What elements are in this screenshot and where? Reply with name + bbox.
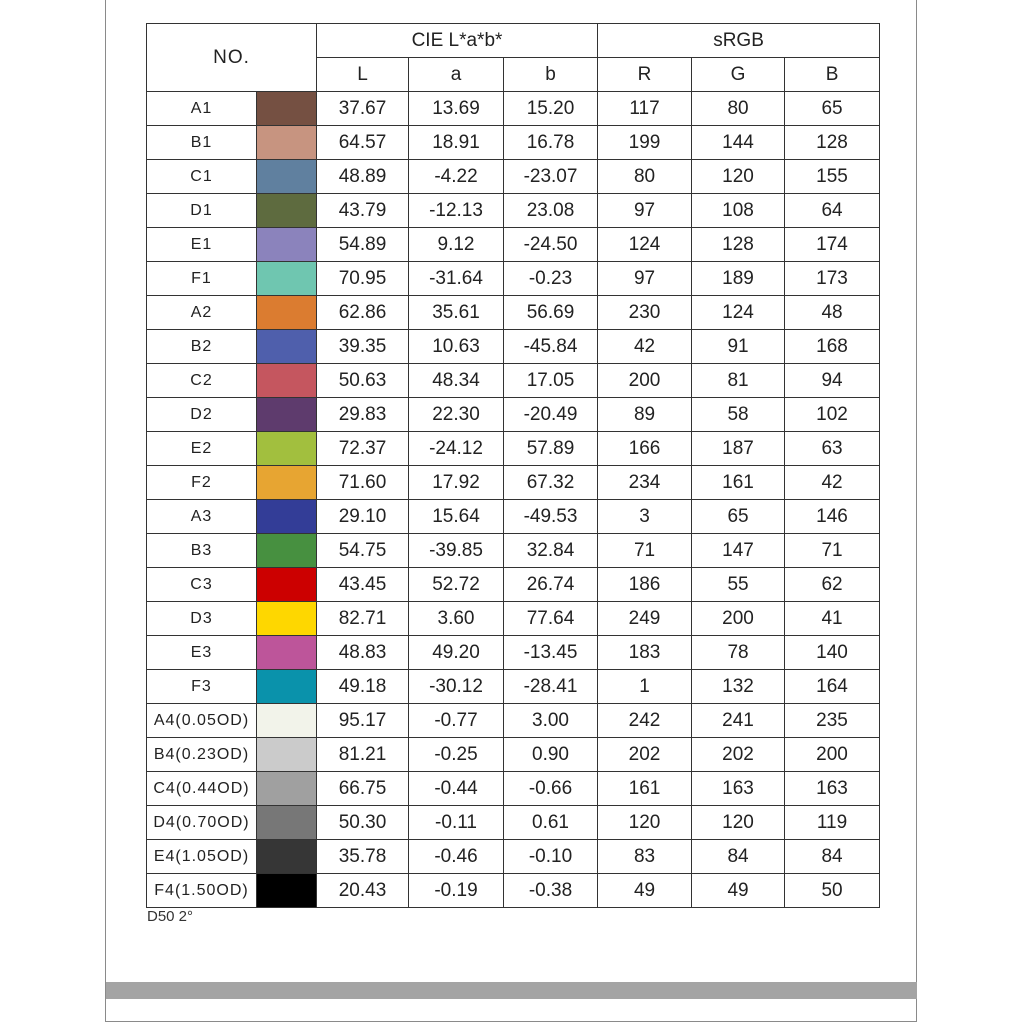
swatch-cell (257, 228, 317, 262)
value-a: -39.85 (409, 534, 504, 568)
color-swatch (257, 466, 316, 499)
value-a: 15.64 (409, 500, 504, 534)
value-b: 3.00 (504, 704, 598, 738)
value-l: 43.79 (317, 194, 409, 228)
sample-id: B3 (147, 534, 257, 568)
value-a: -0.46 (409, 840, 504, 874)
value-b-srgb: 63 (785, 432, 880, 466)
value-r: 120 (598, 806, 692, 840)
color-swatch (257, 160, 316, 193)
swatch-cell (257, 602, 317, 636)
value-r: 249 (598, 602, 692, 636)
swatch-cell (257, 704, 317, 738)
value-a: 49.20 (409, 636, 504, 670)
value-l: 71.60 (317, 466, 409, 500)
value-r: 42 (598, 330, 692, 364)
sample-id: F2 (147, 466, 257, 500)
swatch-cell (257, 738, 317, 772)
color-swatch (257, 330, 316, 363)
value-a: 3.60 (409, 602, 504, 636)
value-g: 144 (692, 126, 785, 160)
value-r: 200 (598, 364, 692, 398)
value-a: 10.63 (409, 330, 504, 364)
footer-gray-band (106, 982, 917, 999)
table-row (147, 432, 880, 466)
value-b: -49.53 (504, 500, 598, 534)
value-l: 43.45 (317, 568, 409, 602)
swatch-cell (257, 568, 317, 602)
cie-lab-header: CIE L*a*b* (317, 24, 598, 58)
swatch-cell (257, 194, 317, 228)
table-row (147, 874, 880, 908)
value-b-srgb: 200 (785, 738, 880, 772)
value-b: -20.49 (504, 398, 598, 432)
value-b: 16.78 (504, 126, 598, 160)
value-r: 186 (598, 568, 692, 602)
value-b-srgb: 174 (785, 228, 880, 262)
value-l: 48.89 (317, 160, 409, 194)
sample-id: B1 (147, 126, 257, 160)
swatch-cell (257, 296, 317, 330)
color-swatch (257, 92, 316, 125)
value-a: 13.69 (409, 92, 504, 126)
value-a: -31.64 (409, 262, 504, 296)
col-header-b: b (504, 58, 598, 92)
value-b-srgb: 128 (785, 126, 880, 160)
sample-id: F4(1.50OD) (147, 874, 257, 908)
swatch-cell (257, 670, 317, 704)
value-a: -30.12 (409, 670, 504, 704)
value-g: 120 (692, 806, 785, 840)
value-b-srgb: 48 (785, 296, 880, 330)
sample-id: E1 (147, 228, 257, 262)
table-row (147, 364, 880, 398)
swatch-cell (257, 330, 317, 364)
table-row (147, 228, 880, 262)
value-b: 67.32 (504, 466, 598, 500)
value-l: 35.78 (317, 840, 409, 874)
swatch-cell (257, 636, 317, 670)
value-b-srgb: 102 (785, 398, 880, 432)
table-row (147, 772, 880, 806)
value-a: -0.44 (409, 772, 504, 806)
value-b-srgb: 155 (785, 160, 880, 194)
value-b: -23.07 (504, 160, 598, 194)
value-a: -0.19 (409, 874, 504, 908)
value-r: 234 (598, 466, 692, 500)
value-r: 230 (598, 296, 692, 330)
value-g: 124 (692, 296, 785, 330)
color-swatch (257, 602, 316, 635)
swatch-cell (257, 806, 317, 840)
value-g: 128 (692, 228, 785, 262)
swatch-cell (257, 364, 317, 398)
table-row (147, 194, 880, 228)
color-swatch (257, 636, 316, 669)
value-r: 242 (598, 704, 692, 738)
value-a: -12.13 (409, 194, 504, 228)
sample-id: C1 (147, 160, 257, 194)
sample-id: D4(0.70OD) (147, 806, 257, 840)
value-l: 29.83 (317, 398, 409, 432)
value-b-srgb: 168 (785, 330, 880, 364)
table-body (147, 92, 880, 908)
value-l: 39.35 (317, 330, 409, 364)
table-row (147, 568, 880, 602)
swatch-cell (257, 772, 317, 806)
table-row (147, 160, 880, 194)
value-r: 202 (598, 738, 692, 772)
value-r: 117 (598, 92, 692, 126)
sample-id: B2 (147, 330, 257, 364)
value-r: 183 (598, 636, 692, 670)
value-r: 83 (598, 840, 692, 874)
value-b: 57.89 (504, 432, 598, 466)
table-row (147, 840, 880, 874)
value-l: 48.83 (317, 636, 409, 670)
value-l: 50.30 (317, 806, 409, 840)
swatch-cell (257, 534, 317, 568)
sample-id: E2 (147, 432, 257, 466)
value-a: -0.25 (409, 738, 504, 772)
table-row (147, 398, 880, 432)
swatch-cell (257, 466, 317, 500)
value-g: 49 (692, 874, 785, 908)
illuminant-note: D50 2° (147, 908, 194, 925)
value-b-srgb: 62 (785, 568, 880, 602)
value-g: 163 (692, 772, 785, 806)
value-l: 54.75 (317, 534, 409, 568)
value-r: 71 (598, 534, 692, 568)
table-row (147, 602, 880, 636)
table-row (147, 534, 880, 568)
color-swatch (257, 772, 316, 805)
value-b-srgb: 41 (785, 602, 880, 636)
value-b: 32.84 (504, 534, 598, 568)
value-b: -0.10 (504, 840, 598, 874)
value-g: 161 (692, 466, 785, 500)
value-b: -0.38 (504, 874, 598, 908)
value-a: 17.92 (409, 466, 504, 500)
table-row (147, 92, 880, 126)
value-b-srgb: 65 (785, 92, 880, 126)
value-b-srgb: 84 (785, 840, 880, 874)
color-swatch (257, 126, 316, 159)
value-a: -0.77 (409, 704, 504, 738)
value-b-srgb: 119 (785, 806, 880, 840)
col-header-g: G (692, 58, 785, 92)
table-row (147, 670, 880, 704)
col-header-l: L (317, 58, 409, 92)
table-row (147, 806, 880, 840)
table-row (147, 330, 880, 364)
value-r: 199 (598, 126, 692, 160)
color-swatch (257, 398, 316, 431)
sample-id: C3 (147, 568, 257, 602)
sample-id: A3 (147, 500, 257, 534)
value-b-srgb: 64 (785, 194, 880, 228)
value-a: 35.61 (409, 296, 504, 330)
col-header-r: R (598, 58, 692, 92)
sample-id: A2 (147, 296, 257, 330)
sample-id: C4(0.44OD) (147, 772, 257, 806)
value-a: 52.72 (409, 568, 504, 602)
sample-id: C2 (147, 364, 257, 398)
value-g: 200 (692, 602, 785, 636)
value-l: 70.95 (317, 262, 409, 296)
table-row (147, 262, 880, 296)
value-g: 55 (692, 568, 785, 602)
value-a: 18.91 (409, 126, 504, 160)
value-l: 49.18 (317, 670, 409, 704)
value-r: 166 (598, 432, 692, 466)
sample-id: E4(1.05OD) (147, 840, 257, 874)
color-swatch (257, 704, 316, 737)
table-row (147, 466, 880, 500)
value-l: 66.75 (317, 772, 409, 806)
value-l: 64.57 (317, 126, 409, 160)
swatch-cell (257, 398, 317, 432)
value-a: 48.34 (409, 364, 504, 398)
table-row (147, 738, 880, 772)
col-header-blue: B (785, 58, 880, 92)
value-b-srgb: 50 (785, 874, 880, 908)
value-b-srgb: 173 (785, 262, 880, 296)
value-g: 187 (692, 432, 785, 466)
value-l: 72.37 (317, 432, 409, 466)
value-a: -4.22 (409, 160, 504, 194)
color-swatch (257, 534, 316, 567)
value-g: 58 (692, 398, 785, 432)
value-b: -45.84 (504, 330, 598, 364)
color-swatch (257, 738, 316, 771)
value-l: 37.67 (317, 92, 409, 126)
sample-id: F1 (147, 262, 257, 296)
sample-id: D2 (147, 398, 257, 432)
value-g: 80 (692, 92, 785, 126)
color-swatch (257, 432, 316, 465)
sample-id: A4(0.05OD) (147, 704, 257, 738)
value-l: 81.21 (317, 738, 409, 772)
value-g: 132 (692, 670, 785, 704)
value-r: 124 (598, 228, 692, 262)
swatch-cell (257, 262, 317, 296)
value-l: 54.89 (317, 228, 409, 262)
value-g: 189 (692, 262, 785, 296)
value-g: 147 (692, 534, 785, 568)
table-row (147, 296, 880, 330)
color-swatch (257, 500, 316, 533)
value-b: 15.20 (504, 92, 598, 126)
value-b-srgb: 42 (785, 466, 880, 500)
value-b: -0.66 (504, 772, 598, 806)
color-swatch (257, 568, 316, 601)
value-r: 49 (598, 874, 692, 908)
value-r: 97 (598, 262, 692, 296)
swatch-cell (257, 432, 317, 466)
value-b-srgb: 94 (785, 364, 880, 398)
value-l: 29.10 (317, 500, 409, 534)
value-b-srgb: 235 (785, 704, 880, 738)
value-l: 50.63 (317, 364, 409, 398)
swatch-cell (257, 500, 317, 534)
value-g: 91 (692, 330, 785, 364)
value-b: -24.50 (504, 228, 598, 262)
value-r: 97 (598, 194, 692, 228)
value-l: 95.17 (317, 704, 409, 738)
sample-id: D3 (147, 602, 257, 636)
value-r: 1 (598, 670, 692, 704)
swatch-cell (257, 840, 317, 874)
sample-id: E3 (147, 636, 257, 670)
value-b: 77.64 (504, 602, 598, 636)
col-header-a: a (409, 58, 504, 92)
table-row (147, 126, 880, 160)
swatch-cell (257, 126, 317, 160)
color-swatch (257, 840, 316, 873)
value-r: 89 (598, 398, 692, 432)
value-g: 78 (692, 636, 785, 670)
swatch-cell (257, 874, 317, 908)
value-g: 84 (692, 840, 785, 874)
color-swatch (257, 364, 316, 397)
value-g: 108 (692, 194, 785, 228)
value-b: 0.90 (504, 738, 598, 772)
value-b-srgb: 163 (785, 772, 880, 806)
value-b-srgb: 164 (785, 670, 880, 704)
value-l: 20.43 (317, 874, 409, 908)
value-a: -24.12 (409, 432, 504, 466)
value-a: -0.11 (409, 806, 504, 840)
sample-id: D1 (147, 194, 257, 228)
value-r: 161 (598, 772, 692, 806)
color-swatch (257, 262, 316, 295)
table-row (147, 500, 880, 534)
value-g: 120 (692, 160, 785, 194)
swatch-cell (257, 92, 317, 126)
value-b-srgb: 146 (785, 500, 880, 534)
table-row (147, 704, 880, 738)
value-b: 0.61 (504, 806, 598, 840)
value-r: 3 (598, 500, 692, 534)
value-l: 62.86 (317, 296, 409, 330)
value-b: 26.74 (504, 568, 598, 602)
sample-id: B4(0.23OD) (147, 738, 257, 772)
no-header: NO. (147, 24, 317, 92)
value-b-srgb: 71 (785, 534, 880, 568)
color-swatch (257, 670, 316, 703)
value-b: -13.45 (504, 636, 598, 670)
value-g: 241 (692, 704, 785, 738)
srgb-header: sRGB (598, 24, 880, 58)
color-swatch (257, 194, 316, 227)
value-g: 65 (692, 500, 785, 534)
color-swatch (257, 806, 316, 839)
value-a: 9.12 (409, 228, 504, 262)
value-b: 56.69 (504, 296, 598, 330)
value-b: 23.08 (504, 194, 598, 228)
sample-id: A1 (147, 92, 257, 126)
value-g: 202 (692, 738, 785, 772)
sample-id: F3 (147, 670, 257, 704)
value-b: -0.23 (504, 262, 598, 296)
value-b: -28.41 (504, 670, 598, 704)
color-values-table (146, 23, 880, 908)
value-b: 17.05 (504, 364, 598, 398)
value-l: 82.71 (317, 602, 409, 636)
value-r: 80 (598, 160, 692, 194)
swatch-cell (257, 160, 317, 194)
color-swatch (257, 874, 316, 907)
color-swatch (257, 228, 316, 261)
color-swatch (257, 296, 316, 329)
value-b-srgb: 140 (785, 636, 880, 670)
table-row (147, 636, 880, 670)
value-a: 22.30 (409, 398, 504, 432)
value-g: 81 (692, 364, 785, 398)
